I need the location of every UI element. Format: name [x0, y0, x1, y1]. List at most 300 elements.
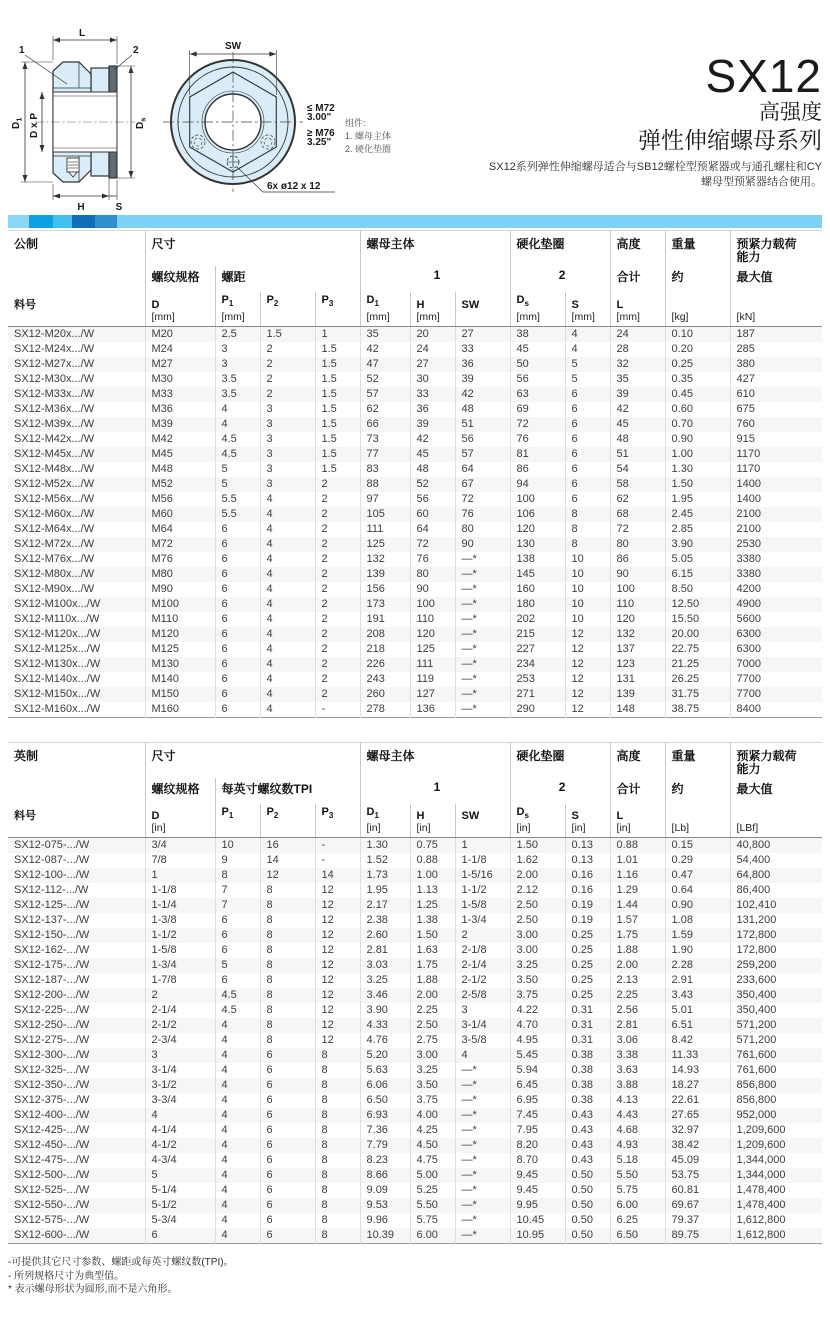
value-cell: 6.00: [610, 1198, 665, 1213]
column-header: $D_1$ [in]: [360, 804, 410, 838]
value-cell: 271: [510, 687, 565, 702]
value-cell: 4.70: [510, 1018, 565, 1033]
value-cell: 226: [360, 657, 410, 672]
value-cell: 1400: [730, 477, 822, 492]
part-number-cell: SX12-275-.../W: [14, 1034, 90, 1046]
value-cell: 8: [260, 883, 315, 898]
value-cell: 3.43: [665, 988, 730, 1003]
value-cell: 1,478,400: [730, 1183, 822, 1198]
value-cell: 12: [565, 657, 610, 672]
value-cell: 52: [360, 372, 410, 387]
value-cell: 0.16: [565, 868, 610, 883]
value-cell: 58: [610, 477, 665, 492]
value-cell: 1,344,000: [730, 1168, 822, 1183]
value-cell: 2.75: [410, 1033, 455, 1048]
value-cell: 1.44: [610, 898, 665, 913]
legend-title: 组件:: [345, 118, 366, 128]
value-cell: 6: [215, 657, 260, 672]
value-cell: 36: [455, 357, 510, 372]
value-cell: 1170: [730, 447, 822, 462]
accent-bar-segment: [8, 215, 29, 228]
value-cell: 1.50: [665, 477, 730, 492]
value-cell: 0.19: [565, 898, 610, 913]
value-cell: 4.5: [215, 447, 260, 462]
value-cell: 1,344,000: [730, 1153, 822, 1168]
value-cell: 5.05: [665, 552, 730, 567]
table-row: [8, 627, 822, 642]
part-number-cell: SX12-150-.../W: [14, 929, 90, 941]
table-row: [8, 1108, 822, 1123]
value-cell: 0.38: [565, 1063, 610, 1078]
value-cell: 9.96: [360, 1213, 410, 1228]
footnote-line: -可提供其它尺寸参数、螺距或每英寸螺纹数(TPI)。: [8, 1257, 234, 1268]
part-number-cell: SX12-M20x.../W: [14, 327, 95, 340]
value-cell: M64: [145, 522, 215, 537]
table-row: [8, 913, 822, 928]
value-cell: 2: [315, 507, 360, 522]
value-cell: 119: [410, 672, 455, 687]
value-cell: 2: [315, 492, 360, 507]
value-cell: 2: [260, 387, 315, 402]
value-cell: 8: [260, 1003, 315, 1018]
value-cell: 52: [410, 477, 455, 492]
value-cell: 8: [315, 1213, 360, 1228]
value-cell: 38.75: [665, 702, 730, 718]
value-cell: 0.50: [565, 1168, 610, 1183]
value-cell: 1-3/8: [145, 913, 215, 928]
value-cell: 12: [315, 898, 360, 913]
value-cell: —*: [455, 642, 510, 657]
value-cell: 160: [510, 582, 565, 597]
value-cell: 8: [315, 1123, 360, 1138]
value-cell: 8: [260, 958, 315, 973]
value-cell: 6.06: [360, 1078, 410, 1093]
value-cell: 6: [260, 1153, 315, 1168]
value-cell: 2: [315, 672, 360, 687]
value-cell: 8: [565, 507, 610, 522]
value-cell: 12: [315, 943, 360, 958]
value-cell: 72: [510, 417, 565, 432]
value-cell: 4: [215, 1048, 260, 1063]
dim-s-label: S: [115, 202, 123, 213]
value-cell: 111: [410, 657, 455, 672]
column-header: $D_s$ [in]: [510, 804, 565, 838]
value-cell: 4: [215, 1093, 260, 1108]
part-number-cell: SX12-500-.../W: [14, 1169, 90, 1181]
value-cell: 8: [260, 913, 315, 928]
value-cell: 7.36: [360, 1123, 410, 1138]
value-cell: 2.81: [360, 943, 410, 958]
value-cell: 1.59: [665, 928, 730, 943]
value-cell: 4.22: [510, 1003, 565, 1018]
value-cell: -: [315, 838, 360, 854]
value-cell: 3.63: [610, 1063, 665, 1078]
value-cell: 86: [510, 462, 565, 477]
value-cell: 5.25: [410, 1183, 455, 1198]
table-row: [8, 943, 822, 958]
value-cell: 80: [455, 522, 510, 537]
table-row: [8, 387, 822, 402]
value-cell: 10: [565, 567, 610, 582]
value-cell: 2.28: [665, 958, 730, 973]
value-cell: 427: [730, 372, 822, 387]
value-cell: M140: [145, 672, 215, 687]
value-cell: 89.75: [665, 1228, 730, 1244]
part-number-cell: SX12-M160x.../W: [14, 702, 101, 715]
value-cell: 2: [260, 357, 315, 372]
value-cell: 8: [565, 537, 610, 552]
part-number-cell: SX12-175-.../W: [14, 959, 90, 971]
value-cell: 11.33: [665, 1048, 730, 1063]
value-cell: 66: [360, 417, 410, 432]
value-cell: 6.50: [610, 1228, 665, 1244]
value-cell: 4.93: [610, 1138, 665, 1153]
value-cell: 56: [455, 432, 510, 447]
value-cell: 761,600: [730, 1048, 822, 1063]
value-cell: 5.94: [510, 1063, 565, 1078]
value-cell: 2.81: [610, 1018, 665, 1033]
value-cell: 12: [315, 988, 360, 1003]
value-cell: 6.00: [410, 1228, 455, 1244]
value-cell: 6: [215, 522, 260, 537]
value-cell: 5.00: [410, 1168, 455, 1183]
part-number-cell: SX12-162-.../W: [14, 944, 90, 956]
value-cell: 4: [215, 1108, 260, 1123]
value-cell: 8: [315, 1198, 360, 1213]
group-size: 尺寸: [145, 231, 360, 267]
value-cell: M100: [145, 597, 215, 612]
value-cell: 2-3/4: [145, 1033, 215, 1048]
value-cell: 72: [455, 492, 510, 507]
value-cell: 4-1/4: [145, 1123, 215, 1138]
value-cell: 7.95: [510, 1123, 565, 1138]
value-cell: 90: [410, 582, 455, 597]
value-cell: M125: [145, 642, 215, 657]
part-number-cell: SX12-200-.../W: [14, 989, 90, 1001]
value-cell: 67: [455, 477, 510, 492]
part-number-cell: SX12-M90x.../W: [14, 582, 95, 595]
value-cell: 0.43: [565, 1108, 610, 1123]
value-cell: 4900: [730, 597, 822, 612]
value-cell: 0.50: [565, 1183, 610, 1198]
table-row: [8, 642, 822, 657]
value-cell: 1.5: [315, 387, 360, 402]
value-cell: 5: [145, 1168, 215, 1183]
value-cell: 4.5: [215, 432, 260, 447]
part-number-cell: SX12-525-.../W: [14, 1184, 90, 1196]
value-cell: 120: [510, 522, 565, 537]
part-number-cell: SX12-600-.../W: [14, 1229, 90, 1241]
value-cell: M52: [145, 477, 215, 492]
value-cell: 56: [410, 492, 455, 507]
value-cell: 6: [260, 1078, 315, 1093]
value-cell: 5.50: [410, 1198, 455, 1213]
value-cell: 1-1/2: [145, 928, 215, 943]
value-cell: 3.88: [610, 1078, 665, 1093]
part-number-cell: SX12-187-.../W: [14, 974, 90, 986]
value-cell: 31.75: [665, 687, 730, 702]
value-cell: 100: [510, 492, 565, 507]
value-cell: —*: [455, 627, 510, 642]
value-cell: 1400: [730, 492, 822, 507]
value-cell: 28: [610, 342, 665, 357]
part-number-cell: SX12-M56x.../W: [14, 492, 95, 505]
value-cell: 51: [455, 417, 510, 432]
value-cell: 27: [455, 326, 510, 342]
value-cell: 1,478,400: [730, 1198, 822, 1213]
note-le-m72: ≤ M72: [307, 103, 335, 114]
value-cell: 0.31: [565, 1018, 610, 1033]
value-cell: 6: [565, 432, 610, 447]
value-cell: 285: [730, 342, 822, 357]
value-cell: 1.5: [315, 447, 360, 462]
value-cell: 0.25: [565, 958, 610, 973]
value-cell: 1.52: [360, 853, 410, 868]
value-cell: 2: [315, 687, 360, 702]
value-cell: 2.17: [360, 898, 410, 913]
value-cell: 9.95: [510, 1198, 565, 1213]
value-cell: 5.75: [410, 1213, 455, 1228]
value-cell: 0.43: [565, 1138, 610, 1153]
value-cell: 856,800: [730, 1078, 822, 1093]
value-cell: —*: [455, 1078, 510, 1093]
value-cell: 2-1/4: [145, 1003, 215, 1018]
value-cell: 8: [315, 1138, 360, 1153]
value-cell: 32: [610, 357, 665, 372]
value-cell: 6: [260, 1048, 315, 1063]
value-cell: 9: [215, 853, 260, 868]
column-header: $P_1$: [215, 804, 260, 838]
value-cell: 100: [410, 597, 455, 612]
value-cell: 4: [260, 627, 315, 642]
value-cell: 350,400: [730, 1003, 822, 1018]
value-cell: M76: [145, 552, 215, 567]
value-cell: 12: [315, 1003, 360, 1018]
value-cell: 4: [215, 1033, 260, 1048]
value-cell: 9.53: [360, 1198, 410, 1213]
value-cell: 0.88: [410, 853, 455, 868]
value-cell: 5.01: [665, 1003, 730, 1018]
value-cell: 0.38: [565, 1093, 610, 1108]
value-cell: 7: [215, 883, 260, 898]
value-cell: 50: [510, 357, 565, 372]
dim-sw-label: SW: [224, 41, 242, 52]
value-cell: 1,209,600: [730, 1138, 822, 1153]
value-cell: 54: [610, 462, 665, 477]
title-block: [482, 52, 822, 190]
value-cell: 4: [215, 1168, 260, 1183]
value-cell: M20: [145, 326, 215, 342]
value-cell: 120: [610, 612, 665, 627]
value-cell: 8: [315, 1078, 360, 1093]
value-cell: 6.51: [665, 1018, 730, 1033]
value-cell: 48: [410, 462, 455, 477]
value-cell: 5.45: [510, 1048, 565, 1063]
value-cell: 48: [610, 432, 665, 447]
value-cell: 3.5: [215, 372, 260, 387]
dim-ds-label: $D_s$: [135, 117, 148, 129]
value-cell: 60: [410, 507, 455, 522]
value-cell: 1.62: [510, 853, 565, 868]
value-cell: —*: [455, 552, 510, 567]
value-cell: 1-1/8: [455, 853, 510, 868]
value-cell: 90: [610, 567, 665, 582]
table-row: [8, 1138, 822, 1153]
value-cell: 5.5: [215, 492, 260, 507]
table-row: [8, 432, 822, 447]
group-nut-body: 螺母主体: [360, 231, 510, 267]
column-header: S [in]: [565, 804, 610, 838]
value-cell: 215: [510, 627, 565, 642]
value-cell: 33: [455, 342, 510, 357]
part-number-cell: SX12-425-.../W: [14, 1124, 90, 1136]
value-cell: 6: [260, 1138, 315, 1153]
callout-1: 1: [19, 45, 25, 56]
value-cell: 80: [410, 567, 455, 582]
value-cell: 139: [360, 567, 410, 582]
table-row: [8, 1228, 822, 1244]
value-cell: 3.50: [410, 1078, 455, 1093]
value-cell: 0.13: [565, 853, 610, 868]
value-cell: 4: [260, 672, 315, 687]
part-number-cell: SX12-M27x.../W: [14, 357, 95, 370]
value-cell: 35: [360, 326, 410, 342]
value-cell: 3: [215, 357, 260, 372]
value-cell: 4.76: [360, 1033, 410, 1048]
column-header: SW: [455, 804, 510, 838]
value-cell: 172,800: [730, 928, 822, 943]
value-cell: 1.5: [315, 432, 360, 447]
value-cell: 1.88: [410, 973, 455, 988]
value-cell: 27.65: [665, 1108, 730, 1123]
value-cell: 14: [260, 853, 315, 868]
value-cell: 915: [730, 432, 822, 447]
part-number-cell: SX12-550-.../W: [14, 1199, 90, 1211]
part-number-cell: SX12-M52x.../W: [14, 477, 95, 490]
imperial-column-header-row: [8, 804, 822, 838]
value-cell: 1-1/4: [145, 898, 215, 913]
value-cell: 610: [730, 387, 822, 402]
value-cell: 3.75: [410, 1093, 455, 1108]
value-cell: 6: [260, 1183, 315, 1198]
value-cell: M39: [145, 417, 215, 432]
value-cell: 7.79: [360, 1138, 410, 1153]
table-row: [8, 898, 822, 913]
value-cell: 3.00: [510, 928, 565, 943]
value-cell: 1,209,600: [730, 1123, 822, 1138]
value-cell: 6: [565, 462, 610, 477]
value-cell: 64,800: [730, 868, 822, 883]
table-row: [8, 1123, 822, 1138]
value-cell: 0.29: [665, 853, 730, 868]
value-cell: 3: [260, 432, 315, 447]
table-row: [8, 612, 822, 627]
value-cell: 110: [610, 597, 665, 612]
value-cell: 4-1/2: [145, 1138, 215, 1153]
value-cell: 1.75: [610, 928, 665, 943]
value-cell: 26.25: [665, 672, 730, 687]
value-cell: 3-5/8: [455, 1033, 510, 1048]
value-cell: 1.13: [410, 883, 455, 898]
part-number-cell: SX12-M125x.../W: [14, 642, 101, 655]
value-cell: 8.23: [360, 1153, 410, 1168]
sub-tpi: 每英寸螺纹数TPI: [215, 778, 360, 804]
value-cell: 233,600: [730, 973, 822, 988]
value-cell: 191: [360, 612, 410, 627]
table-row: [8, 657, 822, 672]
value-cell: M60: [145, 507, 215, 522]
table-row: [8, 522, 822, 537]
value-cell: 4: [145, 1108, 215, 1123]
note-ge-inch: 3.25": [307, 137, 332, 148]
value-cell: 8: [315, 1063, 360, 1078]
sub-weight-approx: 约: [665, 266, 730, 292]
value-cell: 72: [410, 537, 455, 552]
value-cell: 8.42: [665, 1033, 730, 1048]
value-cell: 2-1/8: [455, 943, 510, 958]
value-cell: 4.5: [215, 1003, 260, 1018]
value-cell: 12: [565, 642, 610, 657]
column-header: $P_2$: [260, 804, 315, 838]
value-cell: 208: [360, 627, 410, 642]
value-cell: 4: [215, 402, 260, 417]
value-cell: 4: [215, 1078, 260, 1093]
value-cell: 10.39: [360, 1228, 410, 1244]
value-cell: 54,400: [730, 853, 822, 868]
sub-nut-body-num: 1: [360, 778, 510, 804]
table-row: [8, 567, 822, 582]
product-description: SX12系列弹性伸缩螺母适合与SB12螺栓型预紧器或与通孔螺柱和CY螺母型预紧器结合使用。: [488, 161, 822, 188]
value-cell: 4: [215, 1138, 260, 1153]
value-cell: 18.27: [665, 1078, 730, 1093]
table-row: [8, 477, 822, 492]
value-cell: 1.5: [315, 417, 360, 432]
value-cell: 6.95: [510, 1093, 565, 1108]
value-cell: 12: [315, 913, 360, 928]
value-cell: 7: [215, 898, 260, 913]
value-cell: —*: [455, 582, 510, 597]
value-cell: 761,600: [730, 1063, 822, 1078]
value-cell: 12.50: [665, 597, 730, 612]
value-cell: 0.88: [610, 838, 665, 854]
value-cell: 3: [215, 342, 260, 357]
value-cell: 4: [260, 507, 315, 522]
value-cell: 137: [610, 642, 665, 657]
value-cell: 21.25: [665, 657, 730, 672]
value-cell: 51: [610, 447, 665, 462]
group-weight: 重量: [665, 231, 730, 267]
value-cell: 6: [260, 1213, 315, 1228]
value-cell: 1,612,800: [730, 1228, 822, 1244]
value-cell: 8.66: [360, 1168, 410, 1183]
value-cell: 94: [510, 477, 565, 492]
part-number-cell: SX12-125-.../W: [14, 899, 90, 911]
value-cell: —*: [455, 612, 510, 627]
value-cell: 2: [315, 522, 360, 537]
value-cell: 0.43: [565, 1153, 610, 1168]
value-cell: 5-1/2: [145, 1198, 215, 1213]
product-subtitle-1: 高强度: [759, 101, 822, 124]
value-cell: 180: [510, 597, 565, 612]
value-cell: 1.38: [410, 913, 455, 928]
value-cell: 6: [260, 1228, 315, 1244]
value-cell: 42: [360, 342, 410, 357]
part-number-cell: SX12-M33x.../W: [14, 387, 95, 400]
column-header: H [mm]: [410, 292, 455, 326]
value-cell: M27: [145, 357, 215, 372]
column-header: S [mm]: [565, 292, 610, 326]
value-cell: 24: [610, 326, 665, 342]
